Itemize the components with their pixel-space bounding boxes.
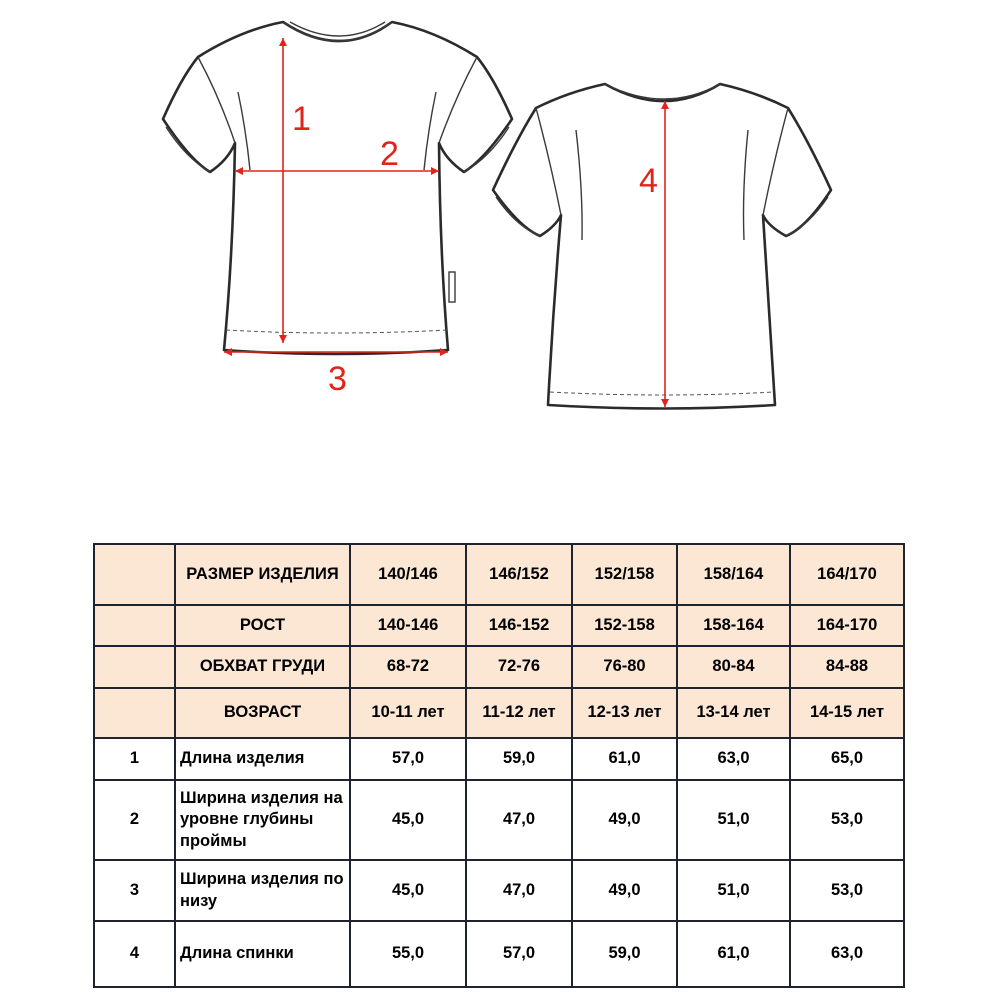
measure-value: 47,0 bbox=[466, 860, 572, 921]
measure-value: 55,0 bbox=[350, 921, 466, 987]
measure-value: 57,0 bbox=[350, 738, 466, 780]
measure-value: 63,0 bbox=[677, 738, 790, 780]
row-height bbox=[94, 605, 904, 646]
measure-value: 47,0 bbox=[466, 780, 572, 860]
header-value: 158/164 bbox=[677, 544, 790, 605]
param-label: Длина спинки bbox=[175, 921, 350, 987]
measure-label-3: 3 bbox=[328, 360, 347, 398]
row-index: 4 bbox=[94, 921, 175, 987]
measure-value: 53,0 bbox=[790, 780, 904, 860]
measure-label-1: 1 bbox=[292, 100, 311, 138]
header-value: 80-84 bbox=[677, 646, 790, 688]
measure-value: 51,0 bbox=[677, 780, 790, 860]
header-value: 72-76 bbox=[466, 646, 572, 688]
header-label: РОСТ bbox=[175, 605, 350, 646]
header-value: 84-88 bbox=[790, 646, 904, 688]
measure-value: 61,0 bbox=[572, 738, 677, 780]
row-chest bbox=[94, 646, 904, 688]
row-index: 3 bbox=[94, 860, 175, 921]
tshirt-back bbox=[493, 84, 831, 409]
header-label: РАЗМЕР ИЗДЕЛИЯ bbox=[175, 544, 350, 605]
measure-value: 59,0 bbox=[466, 738, 572, 780]
measure-value: 63,0 bbox=[790, 921, 904, 987]
blank-cell bbox=[94, 688, 175, 738]
header-value: 68-72 bbox=[350, 646, 466, 688]
header-value: 146/152 bbox=[466, 544, 572, 605]
measure-value: 53,0 bbox=[790, 860, 904, 921]
table-row bbox=[94, 860, 904, 921]
header-value: 152-158 bbox=[572, 605, 677, 646]
header-value: 10-11 лет bbox=[350, 688, 466, 738]
blank-cell bbox=[94, 646, 175, 688]
measure-value: 49,0 bbox=[572, 780, 677, 860]
header-label: ОБХВАТ ГРУДИ bbox=[175, 646, 350, 688]
header-label: ВОЗРАСТ bbox=[175, 688, 350, 738]
header-value: 13-14 лет bbox=[677, 688, 790, 738]
param-label: Ширина изделия по низу bbox=[175, 860, 350, 921]
param-label: Длина изделия bbox=[175, 738, 350, 780]
blank-cell bbox=[94, 605, 175, 646]
measure-value: 49,0 bbox=[572, 860, 677, 921]
tshirt-front bbox=[163, 22, 512, 354]
measure-label-4: 4 bbox=[639, 162, 658, 200]
row-index: 1 bbox=[94, 738, 175, 780]
header-value: 152/158 bbox=[572, 544, 677, 605]
measure-value: 45,0 bbox=[350, 860, 466, 921]
blank-cell bbox=[94, 544, 175, 605]
measure-label-2: 2 bbox=[380, 135, 399, 173]
table-row bbox=[94, 738, 904, 780]
row-size bbox=[94, 544, 904, 605]
header-value: 12-13 лет bbox=[572, 688, 677, 738]
measure-value: 51,0 bbox=[677, 860, 790, 921]
measure-value: 57,0 bbox=[466, 921, 572, 987]
header-value: 158-164 bbox=[677, 605, 790, 646]
header-value: 164-170 bbox=[790, 605, 904, 646]
row-index: 2 bbox=[94, 780, 175, 860]
header-value: 146-152 bbox=[466, 605, 572, 646]
table-row bbox=[94, 921, 904, 987]
size-chart-table bbox=[93, 543, 905, 988]
measure-value: 45,0 bbox=[350, 780, 466, 860]
header-value: 14-15 лет bbox=[790, 688, 904, 738]
header-value: 164/170 bbox=[790, 544, 904, 605]
table-row bbox=[94, 780, 904, 860]
header-value: 11-12 лет bbox=[466, 688, 572, 738]
row-age bbox=[94, 688, 904, 738]
header-value: 140/146 bbox=[350, 544, 466, 605]
header-value: 76-80 bbox=[572, 646, 677, 688]
param-label: Ширина изделия на уровне глубины проймы bbox=[175, 780, 350, 860]
measure-value: 59,0 bbox=[572, 921, 677, 987]
measure-value: 61,0 bbox=[677, 921, 790, 987]
header-value: 140-146 bbox=[350, 605, 466, 646]
measure-value: 65,0 bbox=[790, 738, 904, 780]
